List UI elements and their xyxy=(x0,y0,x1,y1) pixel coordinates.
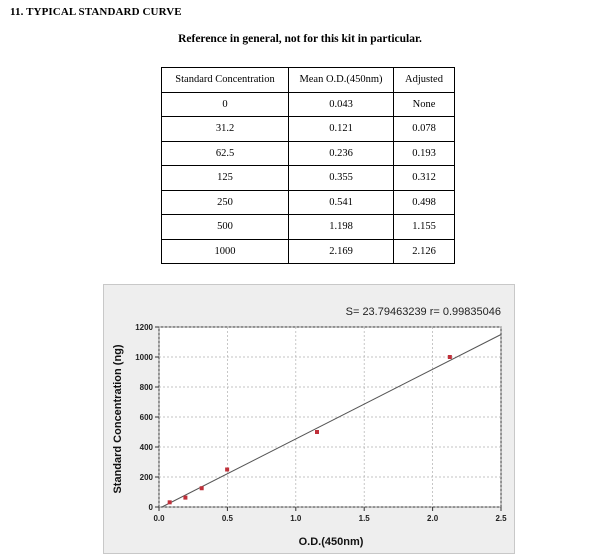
table-cell: 125 xyxy=(162,166,289,191)
table-cell: 250 xyxy=(162,190,289,215)
y-tick-label: 800 xyxy=(139,383,153,392)
table-cell: 0.121 xyxy=(289,117,394,142)
y-tick-label: 200 xyxy=(139,473,153,482)
y-axis-label: Standard Concentration (ng) xyxy=(112,344,124,494)
table-cell: 31.2 xyxy=(162,117,289,142)
table-row xyxy=(162,117,455,142)
standard-curve-table xyxy=(161,67,455,264)
chart-svg xyxy=(104,285,514,553)
regression-annotation: S= 23.79463239 r= 0.99835046 xyxy=(345,306,501,318)
table-cell: 62.5 xyxy=(162,141,289,166)
x-axis-label: O.D.(450nm) xyxy=(298,536,364,548)
table-cell: 0.498 xyxy=(394,190,455,215)
table-row xyxy=(162,141,455,166)
x-tick-label: 0.5 xyxy=(221,514,233,523)
y-tick-label: 400 xyxy=(139,443,153,452)
y-tick-label: 1200 xyxy=(135,323,153,332)
table-cell: 2.126 xyxy=(394,239,455,264)
x-axis-ticks xyxy=(153,507,507,523)
table-row xyxy=(162,166,455,191)
table-row xyxy=(162,190,455,215)
table-cell: 0.078 xyxy=(394,117,455,142)
table-header-row xyxy=(162,68,455,93)
x-tick-label: 1.5 xyxy=(358,514,370,523)
table-cell: 0.043 xyxy=(289,92,394,117)
table-cell: 0.355 xyxy=(289,166,394,191)
table-row xyxy=(162,92,455,117)
table-cell: 500 xyxy=(162,215,289,240)
plot-area xyxy=(159,327,501,507)
table-cell: 0.236 xyxy=(289,141,394,166)
section-title: 11. TYPICAL STANDARD CURVE xyxy=(10,6,182,18)
y-axis-ticks xyxy=(135,323,159,512)
x-tick-label: 1.0 xyxy=(290,514,302,523)
table-cell: 0.312 xyxy=(394,166,455,191)
chart-subtitle: Reference in general, not for this kit in particular. xyxy=(178,33,422,45)
column-header-concentration: Standard Concentration xyxy=(162,68,289,93)
column-header-adjusted: Adjusted xyxy=(394,68,455,93)
x-tick-label: 2.0 xyxy=(427,514,439,523)
table-cell: None xyxy=(394,92,455,117)
data-point xyxy=(183,496,187,500)
data-point xyxy=(448,355,452,359)
y-tick-label: 0 xyxy=(148,503,153,512)
standard-curve-chart xyxy=(103,284,515,554)
x-tick-label: 2.5 xyxy=(495,514,507,523)
x-tick-label: 0.0 xyxy=(153,514,165,523)
y-tick-label: 600 xyxy=(139,413,153,422)
table-row xyxy=(162,215,455,240)
data-point xyxy=(225,468,229,472)
table-cell: 2.169 xyxy=(289,239,394,264)
table-cell: 0.193 xyxy=(394,141,455,166)
table-cell: 1000 xyxy=(162,239,289,264)
table-cell: 0.541 xyxy=(289,190,394,215)
table-cell: 0 xyxy=(162,92,289,117)
data-point xyxy=(168,500,172,504)
data-point xyxy=(200,486,204,490)
column-header-mean-od: Mean O.D.(450nm) xyxy=(289,68,394,93)
y-tick-label: 1000 xyxy=(135,353,153,362)
table-cell: 1.155 xyxy=(394,215,455,240)
data-point xyxy=(315,430,319,434)
table-cell: 1.198 xyxy=(289,215,394,240)
table-row xyxy=(162,239,455,264)
